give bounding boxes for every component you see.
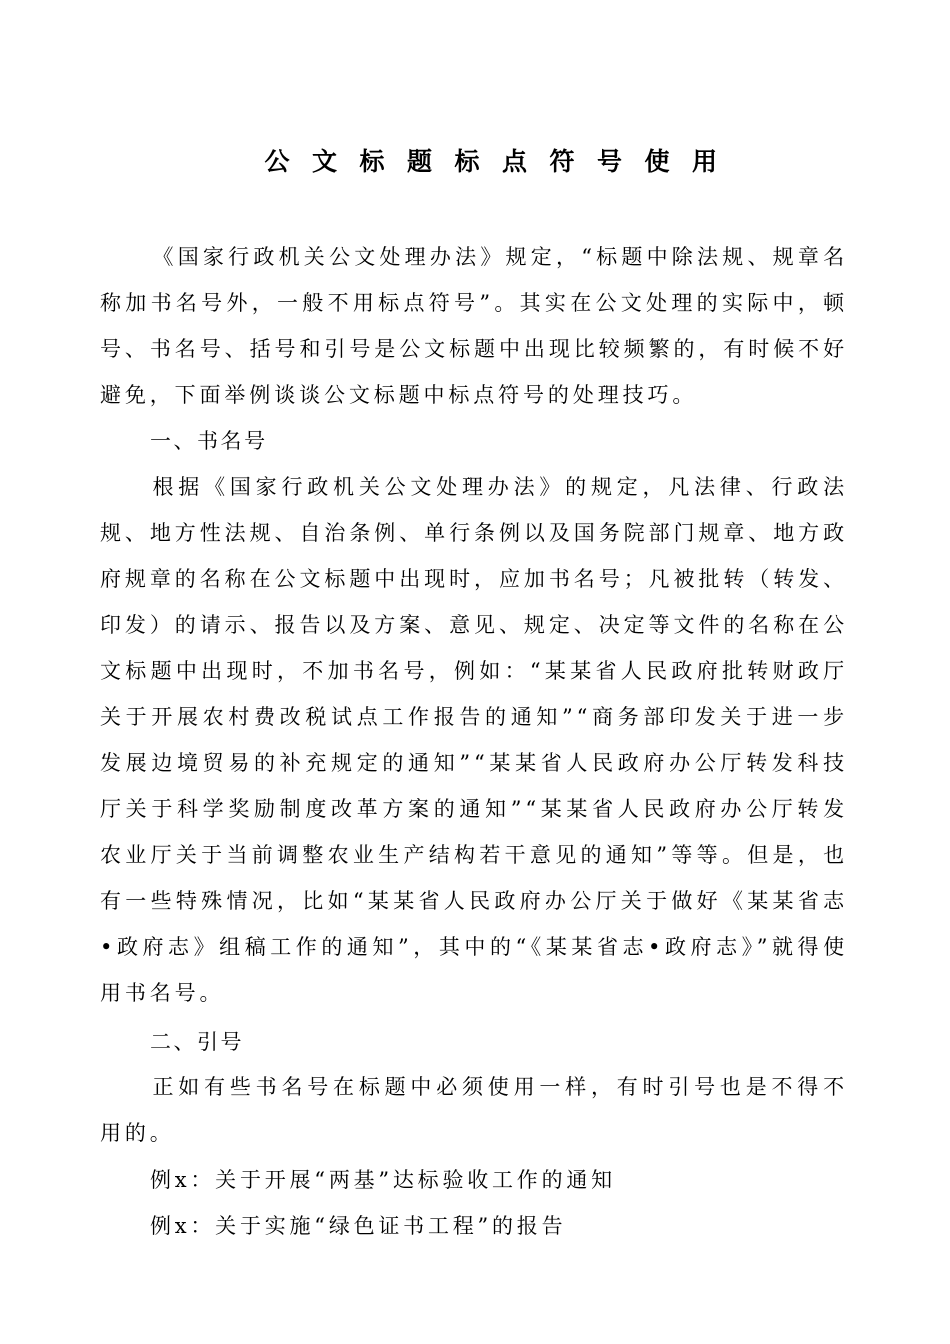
example-item: 例x：关于实施“绿色证书工程”的报告 bbox=[150, 1214, 567, 1238]
example-item: 例x：关于开展“两基”达标验收工作的通知 bbox=[150, 1168, 616, 1192]
document-title: 公文标题标点符号使用 bbox=[264, 147, 740, 176]
section-heading-book-title-marks: 一、书名号 bbox=[150, 429, 268, 453]
intro-paragraph: 《国家行政机关公文处理办法》规定，“标题中除法规、规章名称加书名号外，一般不用标点符号”。其实在公文处理的实际中，顿号、书名号、括号和引号是公文标题中出现比较频繁的，有时候不好避免，下面举例谈谈公文标题中标点符号的处理技巧。 bbox=[100, 245, 848, 407]
section-paragraph-book-title-marks: 根据《国家行政机关公文处理办法》的规定，凡法律、行政法规、地方性法规、自治条例、单行条例以及国务院部门规章、地方政府规章的名称在公文标题中出现时，应加书名号；凡被批转（转发、印发）的请示、报告以及方案、意见、规定、决定等文件的名称在公文标题中出现时，不加书名号，例如：“某某省人民政府批转财政厅关于开展农村费改税试点工作报告的通知”“商务部印发关于进一步发展边境贸易的补充规定的通知”“某某省人民政府办公厅转发科技厅关于科学奖励制度改革方案的通知”“某某省人民政府办公厅转发农业厅关于当前调整农业生产结构若干意见的通知”等等。但是，也有一些特殊情况，比如“某某省人民政府办公厅关于做好《某某省志•政府志》组稿工作的通知”，其中的“《某某省志•政府志》”就得使用书名号。 bbox=[100, 475, 848, 1005]
section-heading-quotation-marks: 二、引号 bbox=[150, 1030, 245, 1054]
section-paragraph-quotation-marks: 正如有些书名号在标题中必须使用一样，有时引号也是不得不用的。 bbox=[100, 1075, 848, 1145]
